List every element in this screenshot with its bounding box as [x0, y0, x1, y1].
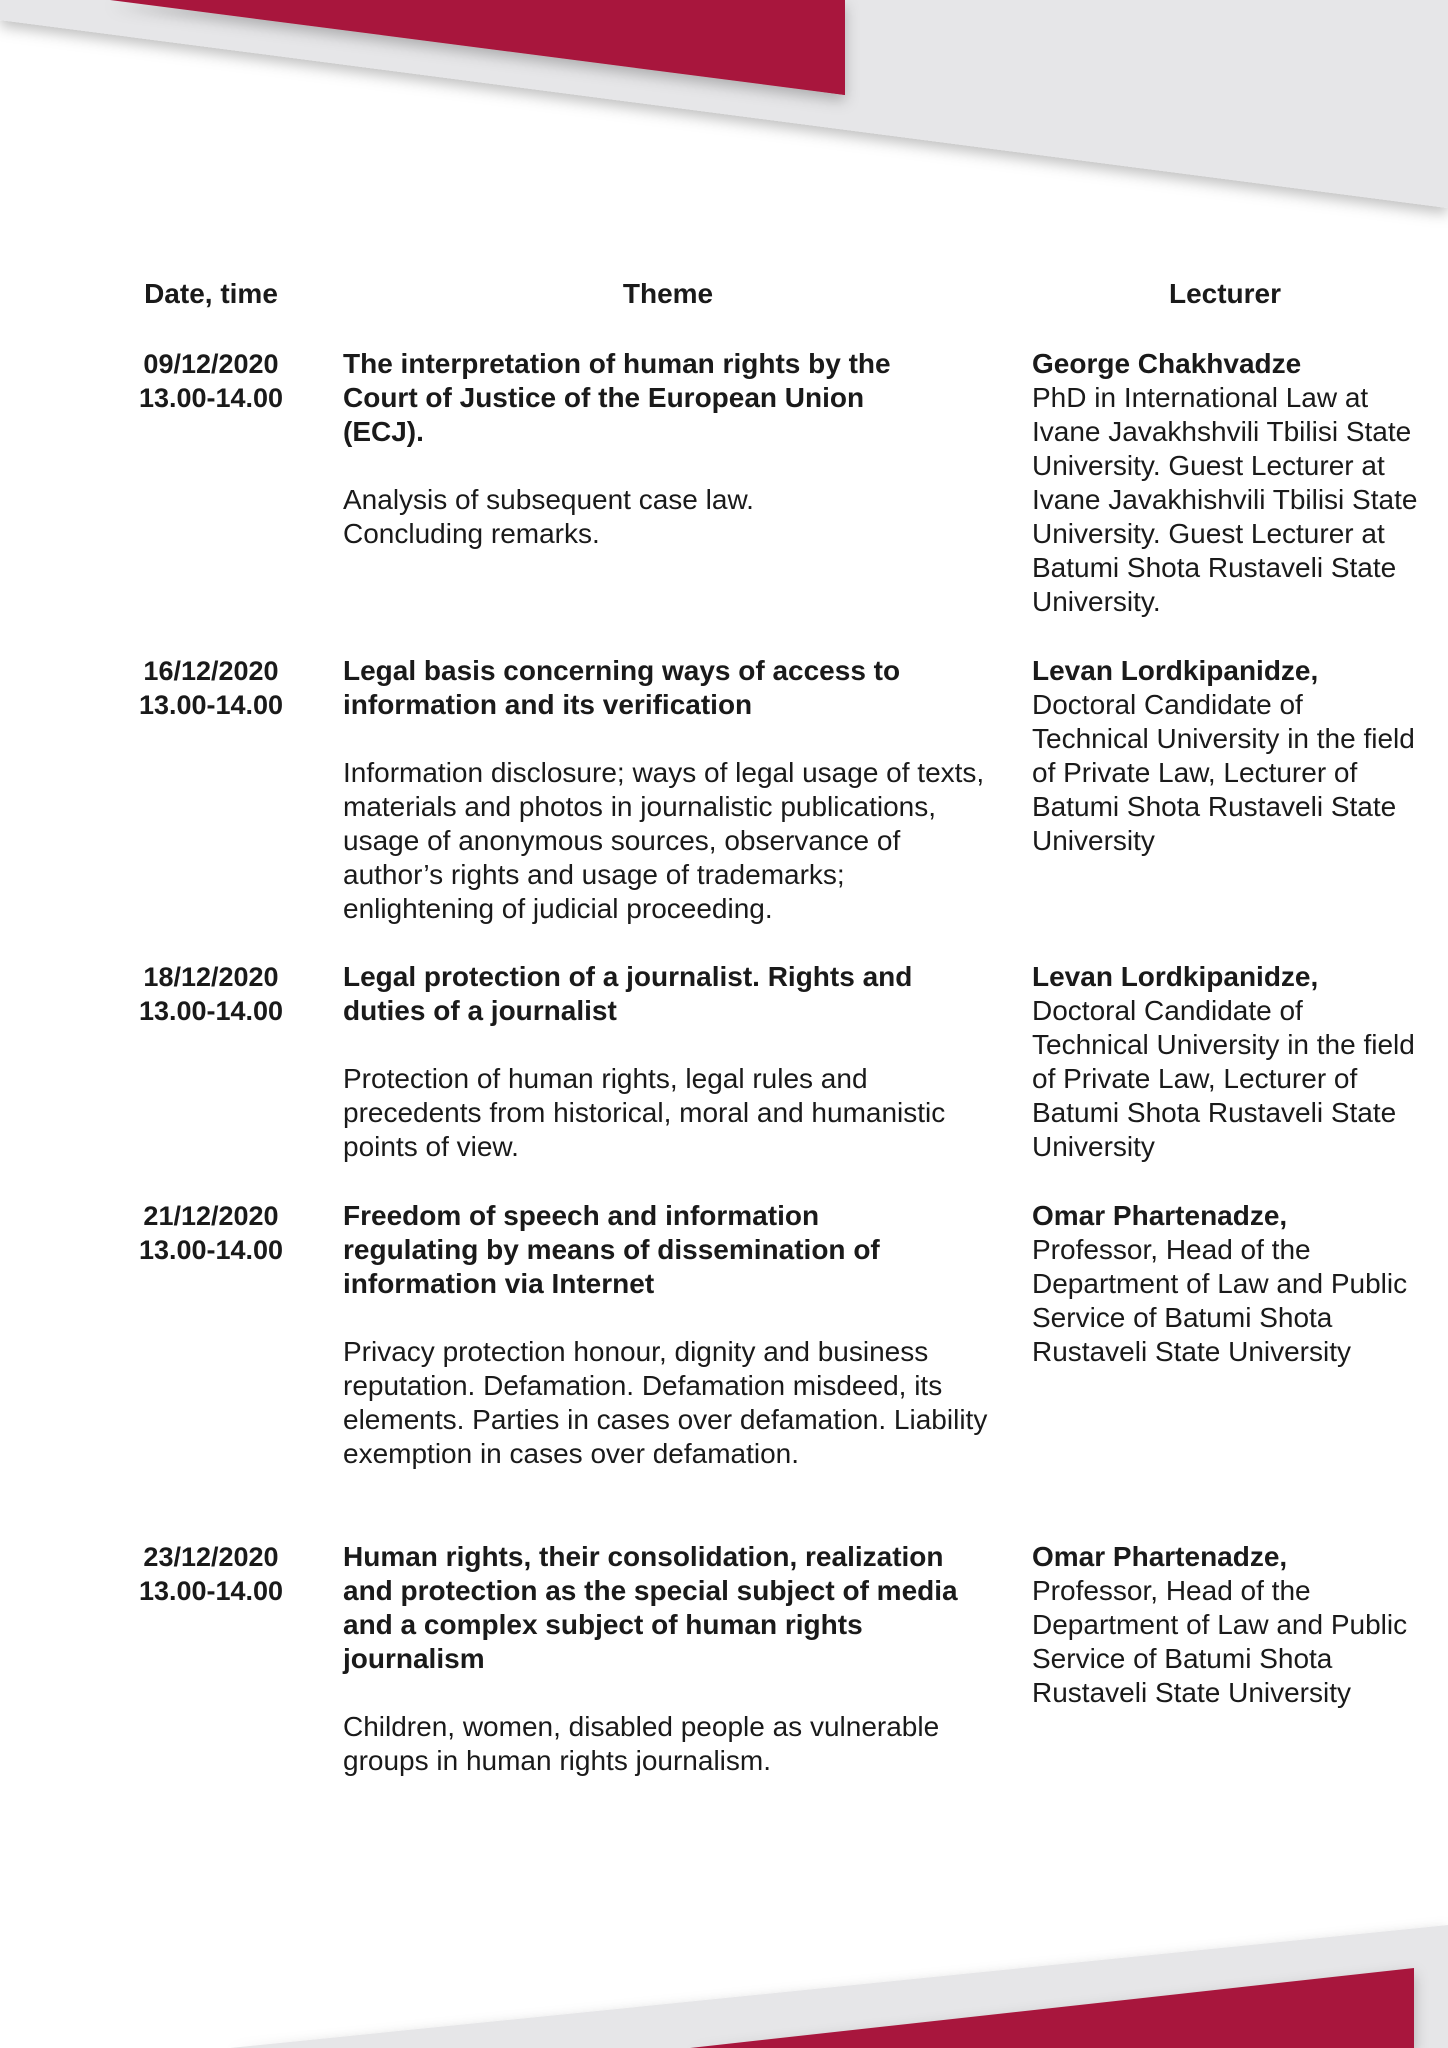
row-time: 13.00-14.00	[138, 1235, 284, 1265]
row-date: 09/12/2020	[143, 349, 279, 379]
theme-description: Children, women, disabled people as vulnerable groups in human rights journalism.	[343, 1711, 940, 1776]
theme-description: Information disclosure; ways of legal usage of texts, materials and photos in journalistic publications, usage of anonymous sources, observance of author’s rights and usage of trademarks; enlightening of judicial proceeding.	[343, 757, 985, 924]
row-datetime	[110, 960, 312, 1028]
lecturer-name: Omar Phartenadze,	[1032, 1200, 1288, 1231]
row-lecturer	[1032, 1540, 1422, 1710]
lecturer-description: Doctoral Candidate of Technical University in the field of Private Law, Lecturer of Batumi Shota Rustaveli State University	[1032, 995, 1415, 1162]
header-lecturer: Lecturer	[1168, 278, 1282, 309]
row-time: 13.00-14.00	[138, 996, 284, 1026]
row-theme	[343, 654, 1003, 926]
row-datetime	[110, 654, 312, 722]
row-theme	[343, 1540, 1003, 1778]
row-datetime	[110, 1540, 312, 1608]
row-date: 18/12/2020	[143, 962, 279, 992]
row-date: 23/12/2020	[143, 1542, 279, 1572]
header-date: Date, time	[144, 278, 278, 309]
theme-title: Legal protection of a journalist. Rights and duties of a journalist	[343, 961, 913, 1026]
theme-description: Analysis of subsequent case law. Concluding remarks.	[343, 484, 754, 549]
header-theme: Theme	[622, 278, 714, 309]
lecturer-description: PhD in International Law at Ivane Javakhshvili Tbilisi State University. Guest Lecturer at Ivane Javakhishvili Tbilisi State University. Guest Lecturer at Batumi Shota Rustaveli State University.	[1032, 382, 1418, 617]
row-date: 16/12/2020	[143, 656, 279, 686]
row-date: 21/12/2020	[143, 1201, 279, 1231]
theme-title: Freedom of speech and information regulating by means of dissemination of information via Internet	[343, 1200, 880, 1299]
theme-title: Human rights, their consolidation, realization and protection as the special subject of media and a complex subject of human rights journalism	[343, 1541, 958, 1674]
theme-description: Privacy protection honour, dignity and business reputation. Defamation. Defamation misdeed, its elements. Parties in cases over defamation. Liability exemption in cases over defamation.	[343, 1336, 988, 1469]
lecturer-description: Professor, Head of the Department of Law and Public Service of Batumi Shota Rustaveli State University	[1032, 1575, 1408, 1708]
lecturer-description: Professor, Head of the Department of Law and Public Service of Batumi Shota Rustaveli State University	[1032, 1234, 1408, 1367]
row-theme	[343, 1199, 1003, 1471]
row-theme	[343, 347, 1003, 551]
theme-description: Protection of human rights, legal rules and precedents from historical, moral and humanistic points of view.	[343, 1063, 946, 1162]
row-time: 13.00-14.00	[138, 690, 284, 720]
row-lecturer	[1032, 347, 1422, 619]
row-lecturer	[1032, 1199, 1422, 1369]
row-lecturer	[1032, 960, 1422, 1164]
theme-title: The interpretation of human rights by the Court of Justice of the European Union (ECJ).	[343, 348, 891, 447]
row-lecturer	[1032, 654, 1422, 858]
row-datetime	[110, 1199, 312, 1267]
lecturer-name: Levan Lordkipanidze,	[1032, 961, 1319, 992]
row-datetime	[110, 347, 312, 415]
lecturer-name: Omar Phartenadze,	[1032, 1541, 1288, 1572]
row-theme	[343, 960, 1003, 1164]
row-time: 13.00-14.00	[138, 1576, 284, 1606]
lecturer-name: George Chakhvadze	[1032, 348, 1302, 379]
theme-title: Legal basis concerning ways of access to information and its verification	[343, 655, 901, 720]
lecturer-name: Levan Lordkipanidze,	[1032, 655, 1319, 686]
lecturer-description: Doctoral Candidate of Technical University in the field of Private Law, Lecturer of Batumi Shota Rustaveli State University	[1032, 689, 1415, 856]
table-header	[0, 278, 1448, 318]
row-time: 13.00-14.00	[138, 383, 284, 413]
